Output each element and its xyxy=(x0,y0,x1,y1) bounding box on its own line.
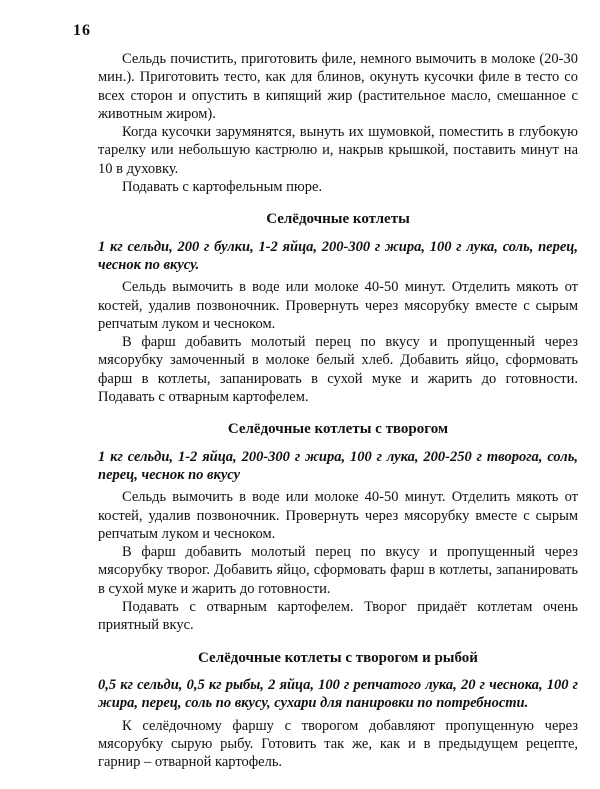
page-content xyxy=(98,50,578,771)
intro-paragraph: Сельдь почистить, приготовить филе, немного вымочить в молоке (20-30 мин.). Приготовить тесто, как для блинов, окунуть кусочки филе в тесто со всех сторон и опустить в кипящий жир (растительное масло, смешанное с животным жиром). xyxy=(98,51,578,122)
recipe-step: Сельдь вымочить в воде или молоке 40-50 минут. Отделить мякоть от костей, удалив позвоночник. Провернуть через мясорубку вместе с сырым репчатым луком и чесноком. xyxy=(98,279,578,332)
page-number: 16 xyxy=(73,22,91,39)
recipe-title: Селёдочные котлеты с творогом и рыбой xyxy=(198,649,478,666)
recipe-step: К селёдочному фаршу с творогом добавляют пропущенную через мясорубку сырую рыбу. Готовить так же, как и в предыдущем рецепте, гарнир – отварной картофель. xyxy=(98,717,578,771)
recipe-title: Селёдочные котлеты с творогом xyxy=(227,421,449,438)
recipe-herring-cutlets-cottage-cheese-fish xyxy=(98,649,578,772)
recipe-herring-cutlets xyxy=(98,210,578,406)
intro-paragraph: Когда кусочки зарумянятся, вынуть их шумовкой, поместить в глубокую тарелку или небольшую кастрюлю и, накрыв крышкой, поставить минут на 10 в духовку. xyxy=(98,124,578,177)
recipe-title: Селёдочные котлеты xyxy=(266,211,410,228)
recipe-herring-cutlets-cottage-cheese xyxy=(98,420,578,634)
recipe-step: В фарш добавить молотый перец по вкусу и пропущенный через мясорубку замоченный в молоке белый хлеб. Добавить яйцо, сформовать фарш в котлеты, запанировать в сухой муке и жарить до готовности. Подавать с отварным картофелем. xyxy=(98,334,578,406)
recipe-ingredients: 0,5 кг сельди, 0,5 кг рыбы, 2 яйца, 100 г репчатого лука, 20 г чеснока, 100 г жира, перец, соль по вкусу, сухари для панировки по потребности. xyxy=(98,676,578,712)
recipe-step: В фарш добавить молотый перец по вкусу и пропущенный через мясорубку творог. Добавить яйцо, сформовать фарш в котлеты, запанировать в сухой муке и жарить до готовности. xyxy=(98,544,578,597)
recipe-ingredients: 1 кг сельди, 1-2 яйца, 200-300 г жира, 100 г лука, 200-250 г творога, соль, перец, чеснок по вкусу xyxy=(98,448,578,483)
recipe-step: Сельдь вымочить в воде или молоке 40-50 минут. Отделить мякоть от костей, удалив позвоночник. Провернуть через мясорубку вместе с сырым репчатым луком и чесноком. xyxy=(98,489,578,542)
recipe-ingredients: 1 кг сельди, 200 г булки, 1-2 яйца, 200-300 г жира, 100 г лука, соль, перец, чеснок по вкусу. xyxy=(98,238,578,273)
recipe-step: Подавать с отварным картофелем. Творог придаёт котлетам очень приятный вкус. xyxy=(98,599,578,634)
intro-paragraph: Подавать с картофельным пюре. xyxy=(122,179,323,196)
